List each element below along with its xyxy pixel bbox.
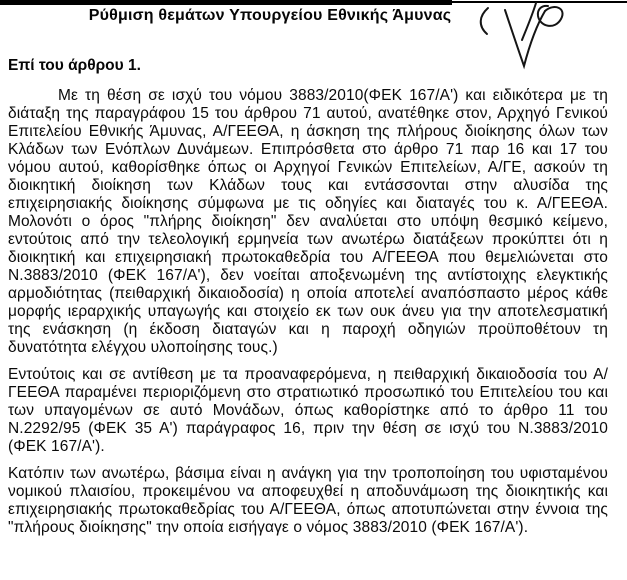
section-heading: Επί του άρθρου 1. (8, 57, 141, 74)
scan-top-edge-bar (0, 0, 452, 5)
document-title: Ρύθμιση θεμάτων Υπουργείου Εθνικής Άμυνας (88, 7, 452, 24)
document-body (8, 57, 608, 546)
paragraph-2: Εντούτοις και σε αντίθεση με τα προαναφερόμενα, η πειθαρχική δικαιοδοσία του Α/ΓΕΕΘΑ παραμένει περιοριζόμενη στο στρατιωτικό προσωπικό του Επιτελείου του και των υπαγομένων σε αυτό Μονάδων, όπως καθορίστηκε από το άρθρο 11 του Ν.2292/95 (ΦΕΚ 35 Α') παράγραφος 16, πριν την θέση σε ισχύ του Ν.3883/2010 (ΦΕΚ 167/Α'). (8, 366, 608, 455)
paragraph-1: Με τη θέση σε ισχύ του νόμου 3883/2010(ΦΕΚ 167/Α') και ειδικότερα με τη διάταξη της παραγράφου 15 του άρθρου 71 αυτού, ανατέθηκε στον, Αρχηγό Γενικού Επιτελείου Εθνικής Άμυνας, Α/ΓΕΕΘΑ, η άσκηση της πλήρους διοίκησης όλων των Κλάδων των Ενόπλων Δυνάμεων. Επιπρόσθετα στο άρθρο 71 παρ 16 και 17 του νόμου αυτού, καθορίσθηκε όπως οι Αρχηγοί Γενικών Επιτελείων, Α/ΓΕ, ασκούν τη διοικητική διοίκηση των Κλάδων τους και εντάσσονται στην αλυσίδα της επιχειρησιακής διοίκησης σύμφωνα με τις οδηγίες και διαταγές του κ. Α/ΓΕΕΘΑ. Μολονότι ο όρος "πλήρης διοίκηση" δεν αναλύεται στο υπόψη θεσμικό κείμενο, εντούτοις από την τελεολογική ερμηνεία των ανωτέρω διατάξεων προκύπτει ότι η διοικητική και επιχειρησιακή πρωτοκαθεδρία του Α/ΓΕΕΘΑ που θεμελιώνεται στο Ν.3883/2010 (ΦΕΚ 167/Α'), δεν νοείται αποξενωμένη της αντίστοιχης ελεγκτικής αρμοδιότητας (πειθαρχική δικαιοδοσία) η οποία αποτελεί αναπόσπαστο μέρος κάθε μορφής ιεραρχικής υπαγωγής και στοιχείο εκ των ουκ άνευ για την αποτελεσματική της ενάσκηση (η έκδοση διαταγών και η παροχή οδηγιών προϋποθέτουν τη δυνατότητα ελέγχου υλοποίησης τους.) (8, 87, 608, 356)
paragraph-3: Κατόπιν των ανωτέρω, βάσιμα είναι η ανάγκη για την τροποποίηση του υφισταμένου νομικού πλαισίου, προκειμένου να αποφευχθεί η αποδυνάμωση της διοικητικής και επιχειρησιακής πρωτοκαθεδρίας του Α/ΓΕΕΘΑ, όπως αποτυπώνεται στην έννοια της "πλήρους διοίκησης" την οποία εισήγαγε ο νόμος 3883/2010 (ΦΕΚ 167/Α'). (8, 465, 608, 536)
